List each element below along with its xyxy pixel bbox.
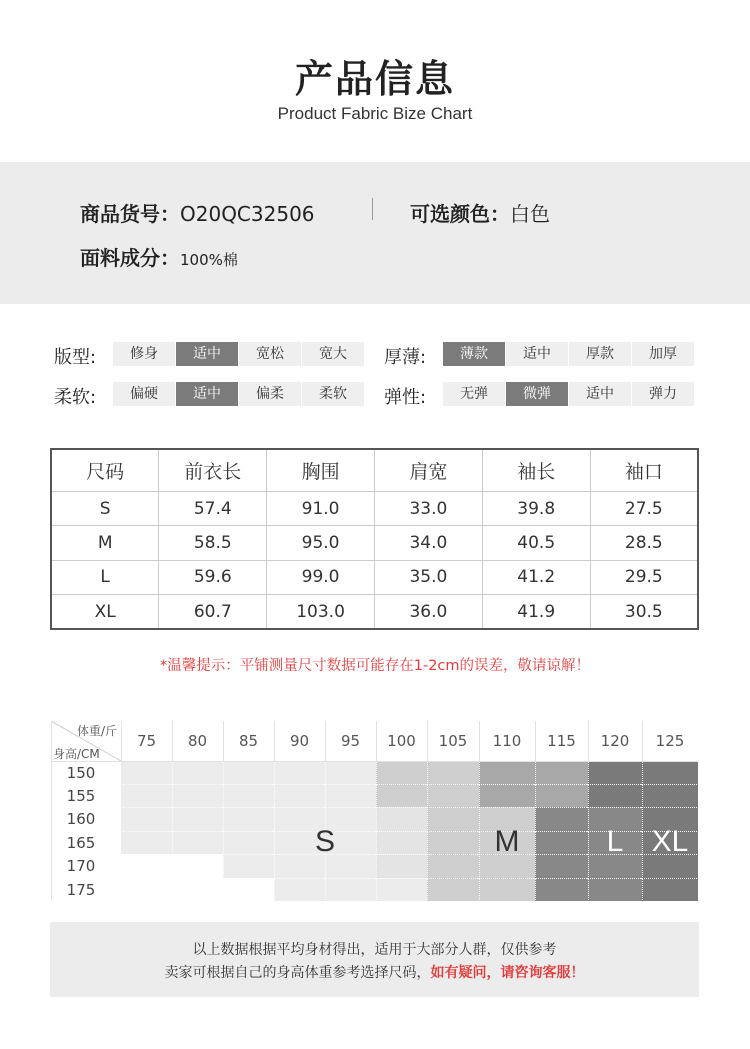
col-header-size: 尺码 (51, 449, 159, 491)
size-zone-xl: XL (651, 825, 689, 858)
chip-softness-2: 偏柔 (239, 382, 301, 406)
grid-line (274, 721, 275, 761)
cell-shoulder: 34.0 (374, 526, 482, 560)
cell-shoulder: 35.0 (374, 560, 482, 594)
col-header-length: 前衣长 (159, 449, 267, 491)
cell-shoulder: 36.0 (374, 595, 482, 629)
height-row-label: 160 (66, 810, 96, 828)
height-row-label: 155 (66, 787, 96, 805)
cell-sleeve: 41.9 (482, 595, 590, 629)
cell-size: M (51, 526, 159, 560)
chip-softness-1: 适中 (176, 382, 238, 406)
chip-thickness-1: 适中 (506, 342, 568, 366)
color-value: 白色 (510, 202, 550, 226)
col-header-chest: 胸围 (267, 449, 375, 491)
weight-header: 115 (547, 732, 576, 750)
table-row (51, 526, 698, 560)
page-title: 产品信息 (294, 57, 455, 101)
note-line-1: 以上数据根据平均身材得出，适用于大部分人群，仅供参考 (192, 942, 557, 958)
chip-thickness-2: 厚款 (569, 342, 631, 366)
weight-header: 120 (600, 732, 630, 750)
table-row (51, 491, 698, 525)
grid-line (172, 721, 173, 761)
fabric-row (80, 242, 238, 271)
weight-header: 80 (187, 732, 208, 750)
info-divider (372, 198, 373, 220)
grid-line (121, 721, 122, 761)
height-row-label: 175 (66, 881, 96, 899)
col-header-shoulder: 肩宽 (374, 449, 482, 491)
cell-cuff: 30.5 (624, 601, 663, 622)
table-row (51, 560, 698, 594)
weight-header: 105 (438, 732, 468, 750)
grid-line (376, 721, 377, 761)
cell-cuff: 29.5 (590, 560, 698, 594)
page-subtitle: Product Fabric Bize Chart (277, 104, 473, 123)
height-row-label: 150 (66, 764, 96, 782)
attr-label-elasticity: 弹性: (384, 387, 427, 408)
chip-fit-2: 宽松 (239, 342, 301, 366)
cell-length: 60.7 (159, 595, 267, 629)
grid-line (223, 721, 224, 761)
grid-line (479, 721, 480, 761)
weight-header: 85 (238, 732, 259, 750)
grid-line (642, 721, 643, 761)
attr-label-softness: 柔软: (54, 387, 97, 408)
size-zone-l: L (606, 825, 624, 858)
grid-line (51, 761, 698, 762)
size-zone-m: M (494, 825, 520, 858)
note-line-2-prefix: 卖家可根据自己的身高体重参考选择尺码， (164, 965, 431, 981)
size-table-header (51, 449, 698, 491)
table-row (51, 595, 698, 629)
sku-label: 商品货号： (80, 202, 180, 226)
product-info-panel (0, 162, 750, 304)
cell-size: S (51, 491, 159, 525)
cell-sleeve: 41.2 (482, 560, 590, 594)
chip-softness-0: 偏硬 (113, 382, 175, 406)
cell-chest: 103.0 (267, 595, 375, 629)
cell-shoulder: 33.0 (374, 491, 482, 525)
chip-fit-1: 适中 (176, 342, 238, 366)
cell-chest: 95.0 (267, 526, 375, 560)
size-zone-s: S (314, 825, 335, 858)
fabric-value: 100%棉 (180, 251, 238, 269)
corner-weight-label: 体重/斤 (77, 724, 118, 738)
chip-softness-3: 柔软 (302, 382, 364, 406)
cell-length: 58.5 (159, 526, 267, 560)
height-row-label: 165 (66, 834, 96, 852)
weight-header: 95 (340, 732, 361, 750)
chip-elasticity-3: 弹力 (632, 382, 694, 406)
disclaimer-note (50, 922, 699, 997)
corner-height-label: 身高/CM (53, 747, 100, 761)
cell-sleeve: 40.5 (482, 526, 590, 560)
size-table (50, 448, 699, 630)
chip-fit-0: 修身 (113, 342, 175, 366)
cell-length: 59.6 (159, 560, 267, 594)
weight-header: 100 (387, 732, 416, 750)
chip-thickness-0: 薄款 (443, 342, 505, 366)
cell-size: XL (51, 595, 159, 629)
attr-label-fit: 版型: (54, 347, 97, 368)
note-line-2 (50, 962, 699, 982)
color-row (410, 198, 550, 227)
chip-fit-3: 宽大 (302, 342, 364, 366)
fabric-label: 面料成分： (80, 246, 180, 270)
weight-header: 110 (492, 732, 522, 750)
grid-line (325, 721, 326, 761)
size-recommendation-grid (51, 721, 698, 901)
measurement-warning: *温馨提示：平铺测量尺寸数据可能存在1-2cm的误差，敬请谅解！ (159, 658, 591, 674)
weight-header: 75 (136, 732, 157, 750)
col-header-cuff: 袖口 (590, 449, 698, 491)
chip-elasticity-2: 适中 (569, 382, 631, 406)
weight-header: 90 (289, 732, 310, 750)
grid-line (535, 721, 536, 761)
chip-thickness-3: 加厚 (632, 342, 694, 366)
cell-sleeve: 39.8 (482, 491, 590, 525)
chip-elasticity-0: 无弹 (443, 382, 505, 406)
note-contact-highlight: 如有疑问，请咨询客服！ (430, 965, 585, 981)
grid-line (51, 721, 52, 901)
cell-cuff: 28.5 (590, 526, 698, 560)
sku-value: O20QC32506 (180, 202, 315, 226)
cell-size: L (51, 560, 159, 594)
cell-chest: 91.0 (267, 491, 375, 525)
cell-length: 57.4 (159, 491, 267, 525)
col-header-sleeve: 袖长 (482, 449, 590, 491)
cell-chest: 99.0 (267, 560, 375, 594)
height-row-label: 170 (66, 857, 96, 875)
color-label: 可选颜色： (410, 202, 510, 226)
sku-row (80, 198, 315, 227)
cell-cuff: 27.5 (590, 491, 698, 525)
grid-line (427, 721, 428, 761)
attr-label-thickness: 厚薄: (384, 347, 427, 368)
chip-elasticity-1: 微弹 (506, 382, 568, 406)
weight-header: 125 (655, 732, 685, 750)
grid-line (588, 721, 589, 761)
